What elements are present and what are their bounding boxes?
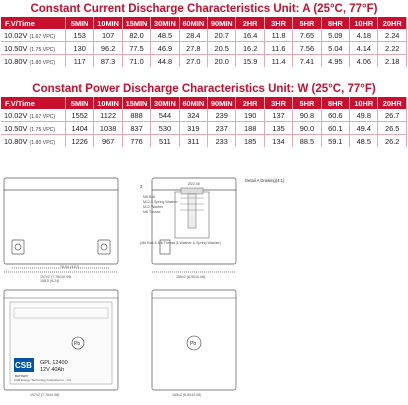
header-cell: 10MIN [94, 97, 122, 109]
table-cell: 888 [122, 109, 150, 122]
table-cell: 837 [122, 122, 150, 135]
label-pb: Pb [74, 341, 81, 347]
top-dim-1: 197±2 (7.760±0.08) [40, 275, 72, 279]
header-cell: 60MIN [179, 97, 207, 109]
detail-dim: Ø22.45 [188, 182, 200, 186]
table-cell: 1226 [66, 135, 94, 148]
vpc-value: (1.75 VPC) [29, 126, 56, 133]
table-cell: 28.4 [179, 29, 207, 42]
vpc-value: (1.80 VPC) [29, 139, 56, 146]
header-cell: 2HR [236, 17, 264, 29]
table-cell: 233 [208, 135, 236, 148]
table-cell: 967 [94, 135, 122, 148]
table-cell: 1404 [66, 122, 94, 135]
table-cell: 48.5 [151, 29, 179, 42]
header-cell: 10HR [350, 97, 378, 109]
table-cell: 49.4 [350, 122, 378, 135]
detail-a [140, 178, 285, 245]
battery-dimension-drawing [0, 168, 408, 400]
header-cell: 30MIN [151, 17, 179, 29]
table-cell: 46.9 [151, 42, 179, 55]
table-cell: 324 [179, 109, 207, 122]
table-cell: 511 [151, 135, 179, 148]
vpc-value: (1.75 VPC) [29, 46, 56, 53]
header-cell: 5HR [293, 17, 321, 29]
header-cell: 3HR [264, 97, 292, 109]
table-cell: 135 [264, 122, 292, 135]
table-row [1, 29, 407, 42]
side-label-pb: Pb [190, 341, 197, 347]
header-cell: 3HR [264, 17, 292, 29]
table-cell: 44.8 [151, 55, 179, 68]
header-cell: 8HR [321, 97, 349, 109]
table-cell: 5.09 [321, 29, 349, 42]
header-cell: 60MIN [179, 17, 207, 29]
table-cell: 237 [208, 122, 236, 135]
table-cell: 27.8 [179, 42, 207, 55]
table-cell: 134 [264, 135, 292, 148]
power-discharge-table [1, 97, 407, 147]
final-voltage: 10.50V [4, 43, 28, 53]
table-cell: 11.6 [264, 42, 292, 55]
table-cell: 26.5 [378, 122, 407, 135]
table-cell: 130 [66, 42, 94, 55]
table-cell: 16.4 [236, 29, 264, 42]
table-cell: 544 [151, 109, 179, 122]
table-cell: 20.0 [208, 55, 236, 68]
table-cell: 4.18 [350, 29, 378, 42]
table-cell: 82.0 [122, 29, 150, 42]
table-cell: 1122 [94, 109, 122, 122]
table-cell: 11.4 [264, 55, 292, 68]
table-cell: 15.9 [236, 55, 264, 68]
bottom-dim-2: 165±2 (6.50±0.08) [172, 393, 202, 397]
table-cell: 4.14 [350, 42, 378, 55]
top-dim-3: 78.00 (3.07) [60, 265, 80, 269]
label-note: CSB Energy Technology Industrial Co., Ltd. [14, 378, 72, 382]
table-cell: 239 [208, 109, 236, 122]
table-cell: 4.95 [321, 55, 349, 68]
table-row [1, 122, 407, 135]
table-cell: 188 [236, 122, 264, 135]
table-cell: 4.06 [350, 55, 378, 68]
table-cell: 7.41 [293, 55, 321, 68]
vpc-value: (1.80 VPC) [29, 59, 56, 66]
final-voltage-cell [1, 55, 66, 68]
table-cell: 59.1 [321, 135, 349, 148]
table-cell: 90.8 [293, 109, 321, 122]
table-cell: 7.65 [293, 29, 321, 42]
table-cell: 88.5 [293, 135, 321, 148]
header-cell: 90MIN [208, 17, 236, 29]
table-cell: 26.2 [378, 135, 407, 148]
table-cell: 7.56 [293, 42, 321, 55]
table-cell: 96.2 [94, 42, 122, 55]
table-cell: 311 [179, 135, 207, 148]
header-cell: 30MIN [151, 97, 179, 109]
final-voltage: 10.02V [4, 110, 28, 120]
callout-3: M12 Washer [143, 205, 164, 209]
top-dim-2: 158.5 (6.24) [40, 279, 60, 283]
table-cell: 71.0 [122, 55, 150, 68]
table-cell: 530 [151, 122, 179, 135]
table-cell: 48.5 [350, 135, 378, 148]
table-cell: 49.8 [350, 109, 378, 122]
table-cell: 153 [66, 29, 94, 42]
header-cell: 10MIN [94, 17, 122, 29]
final-voltage: 10.02V [4, 30, 28, 40]
table-cell: 137 [264, 109, 292, 122]
header-cell: 5MIN [66, 97, 94, 109]
header-cell: 20HR [378, 97, 407, 109]
callout-2: M12.5 Spring Washer [143, 200, 178, 204]
table-cell: 90.0 [293, 122, 321, 135]
final-voltage-cell [1, 29, 66, 42]
header-cell: 5HR [293, 97, 321, 109]
table-cell: 190 [236, 109, 264, 122]
table-cell: 20.7 [208, 29, 236, 42]
detail-marker: 2 [140, 184, 143, 189]
header-cell: 20HR [378, 17, 407, 29]
bottom-dim-1: 197±2 (7.76±0.08) [30, 393, 60, 397]
callout-4: M6 Thread [143, 210, 161, 214]
label-brand-sub: BATTERY [15, 374, 29, 378]
current-table-title: Constant Current Discharge Characteristics Unit: A (25°C, 77°F) [30, 3, 378, 15]
header-cell: 8HR [321, 17, 349, 29]
table-cell: 20.5 [208, 42, 236, 55]
final-voltage-cell [1, 42, 66, 55]
final-voltage: 10.80V [4, 56, 28, 66]
table-cell: 60.1 [321, 122, 349, 135]
vpc-value: (1.67 VPC) [29, 33, 56, 40]
table-cell: 60.6 [321, 109, 349, 122]
power-table-header [1, 97, 407, 109]
header-cell: F.V/Time [1, 97, 66, 109]
header-cell: 15MIN [122, 97, 150, 109]
side-view-lower [152, 290, 236, 390]
final-voltage-cell [1, 109, 66, 122]
table-cell: 776 [122, 135, 150, 148]
table-cell: 11.8 [264, 29, 292, 42]
table-cell: 1552 [66, 109, 94, 122]
top-view [4, 178, 118, 272]
table-cell: 27.0 [179, 55, 207, 68]
label-brand: CSB [15, 361, 32, 370]
table-cell: 2.24 [378, 29, 407, 42]
power-table-title: Constant Power Discharge Characteristics Unit: W (25°C, 77°F) [32, 83, 376, 95]
side-dim-1: 165±2 (6.50±0.08) [176, 275, 206, 279]
final-voltage-cell [1, 122, 66, 135]
table-cell: 117 [66, 55, 94, 68]
header-cell: 15MIN [122, 17, 150, 29]
header-cell: 2HR [236, 97, 264, 109]
table-cell: 319 [179, 122, 207, 135]
table-cell: 16.2 [236, 42, 264, 55]
front-view [4, 290, 118, 390]
header-cell: F.V/Time [1, 17, 66, 29]
header-cell: 10HR [350, 17, 378, 29]
final-voltage: 10.80V [4, 136, 28, 146]
table-cell: 2.22 [378, 42, 407, 55]
table-row [1, 109, 407, 122]
final-voltage: 10.50V [4, 123, 28, 133]
table-cell: 77.5 [122, 42, 150, 55]
callout-bottom: (M6 Bolt & M6 Thread & Washer & Spring Washer) [140, 241, 221, 245]
header-cell: 90MIN [208, 97, 236, 109]
label-rating: 12V 40Ah [40, 367, 65, 373]
table-cell: 185 [236, 135, 264, 148]
table-cell: 2.18 [378, 55, 407, 68]
table-cell: 5.04 [321, 42, 349, 55]
vpc-value: (1.67 VPC) [29, 113, 56, 120]
final-voltage-cell [1, 135, 66, 148]
table-cell: 1038 [94, 122, 122, 135]
detail-title: Detail A Drawing(4:1) [245, 178, 285, 183]
table-cell: 107 [94, 29, 122, 42]
current-table-header [1, 17, 407, 29]
table-cell: 26.7 [378, 109, 407, 122]
label-model: GPL 12400 [40, 360, 68, 366]
table-row [1, 42, 407, 55]
table-row [1, 55, 407, 68]
table-row [1, 135, 407, 148]
table-cell: 87.3 [94, 55, 122, 68]
current-discharge-table [1, 17, 407, 67]
callout-1: M6 Bolt [143, 195, 156, 199]
header-cell: 5MIN [66, 17, 94, 29]
